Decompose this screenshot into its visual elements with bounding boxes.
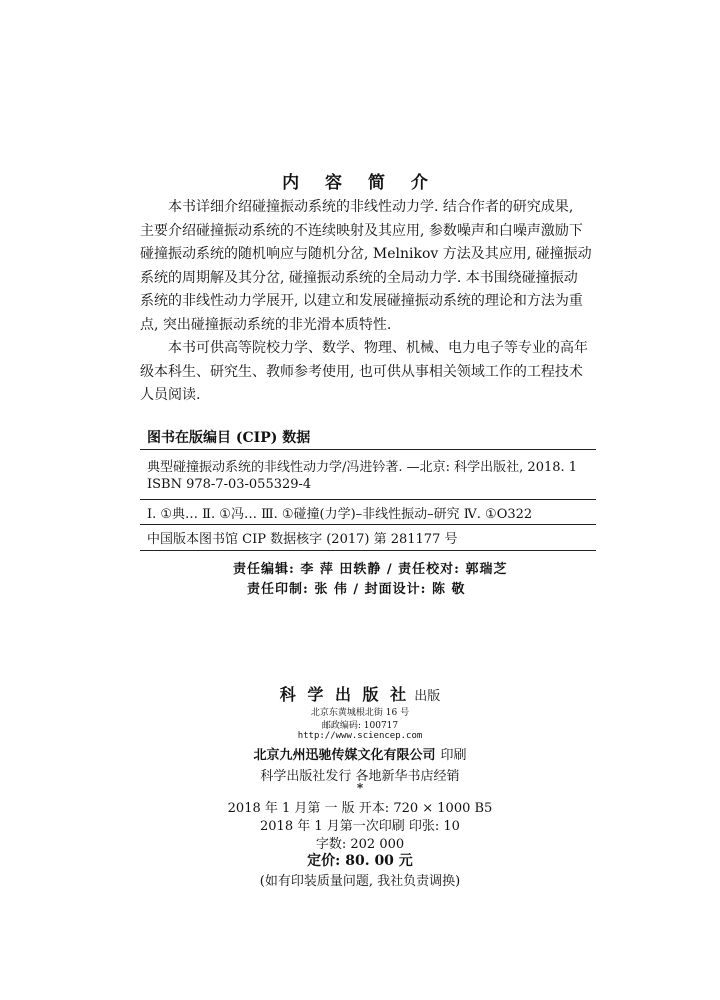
- summary-line: 系统的周期解及其分岔, 碰撞振动系统的全局动力学. 本书围绕碰撞振动: [140, 269, 578, 286]
- publisher-name: 科 学 出 版 社: [279, 685, 410, 704]
- price: 定价: 80. 00 元: [307, 853, 413, 869]
- printer-suffix: 印刷: [440, 748, 467, 763]
- summary-heading: 内 容 简 介: [282, 173, 438, 193]
- distribution-line: 科学出版社发行 各地新华书店经销: [260, 769, 460, 784]
- cip-bottom-rule: [140, 550, 596, 551]
- cip-top-rule: [140, 449, 596, 450]
- edition-line: 2018 年 1 月第 一 版 开本: 720 × 1000 B5: [227, 801, 493, 816]
- summary-line: 点, 突出碰撞振动系统的非光滑本质特性.: [140, 316, 392, 333]
- publisher-postcode: 邮政编码: 100717: [321, 721, 399, 731]
- separator-star: *: [356, 781, 364, 795]
- summary-line: 本书可供高等院校力学、数学、物理、机械、电力电子等专业的高年: [168, 340, 588, 356]
- cip-title: 图书在版编目 (CIP) 数据: [147, 430, 311, 446]
- credits-line-editors: 责任编辑: 李 萍 田轶静 / 责任校对: 郭瑞芝: [233, 562, 508, 577]
- summary-line: 本书详细介绍碰撞振动系统的非线性动力学. 结合作者的研究成果,: [168, 199, 574, 215]
- publisher-url: http://www.sciencep.com: [297, 731, 423, 741]
- printer-line: [0, 744, 720, 763]
- cip-record-number: 中国版本图书馆 CIP 数据核字 (2017) 第 281177 号: [147, 532, 458, 547]
- quality-notice: (如有印装质量问题, 我社负责调换): [259, 874, 461, 889]
- summary-line: 系统的非线性动力学展开, 以建立和发展碰撞振动系统的理论和方法为重: [140, 293, 583, 309]
- cip-lower-rule: [140, 524, 596, 525]
- cip-isbn: ISBN 978-7-03-055329-4: [147, 477, 312, 492]
- summary-line: 级本科生、研究生、教师参考使用, 也可供从事相关领域工作的工程技术: [140, 363, 583, 380]
- publisher-address: 北京东黄城根北街 16 号: [310, 708, 410, 718]
- word-count: 字数: 202 000: [315, 837, 405, 852]
- credits-line-printing: 责任印制: 张 伟 / 封面设计: 陈 敬: [247, 582, 466, 597]
- summary-line: 人员阅读.: [140, 387, 201, 403]
- publisher-line: [0, 682, 720, 705]
- cip-bibliographic-line: 典型碰撞振动系统的非线性动力学/冯进钤著. —北京: 科学出版社, 2018. 1: [147, 460, 578, 475]
- summary-line: 主要介绍碰撞振动系统的不连续映射及其应用, 参数噪声和白噪声激励下: [140, 222, 583, 239]
- summary-paragraph-1: [140, 196, 602, 408]
- summary-line: 碰撞振动系统的随机响应与随机分岔, Melnikov 方法及其应用, 碰撞振动: [140, 246, 592, 262]
- printer-name: 北京九州迅驰传媒文化有限公司: [253, 748, 436, 763]
- publisher-suffix: 出版: [414, 689, 441, 704]
- cip-classification: Ⅰ. ①典… Ⅱ. ①冯… Ⅲ. ①碰撞(力学)–非线性振动–研究 Ⅳ. ①O322: [147, 507, 533, 522]
- cip-middle-rule: [140, 499, 596, 500]
- printing-line: 2018 年 1 月第一次印刷 印张: 10: [260, 819, 460, 834]
